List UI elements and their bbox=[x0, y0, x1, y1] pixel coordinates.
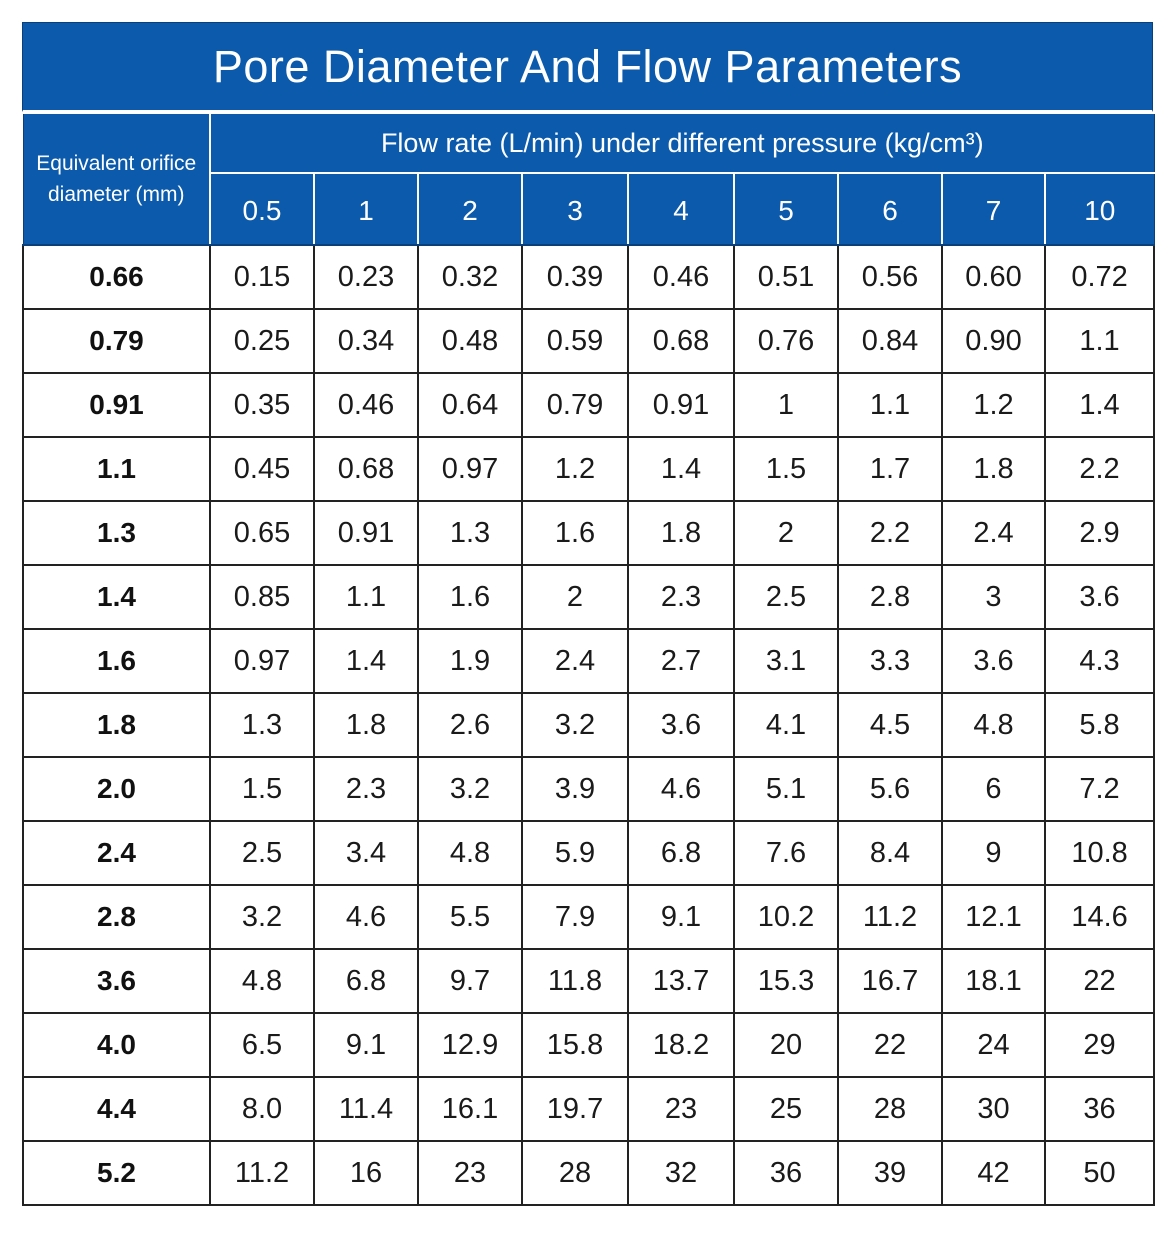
flow-rate-cell: 1.4 bbox=[314, 629, 418, 693]
flow-rate-cell: 0.34 bbox=[314, 309, 418, 373]
diameter-cell: 1.4 bbox=[23, 565, 210, 629]
flow-rate-cell: 0.56 bbox=[838, 245, 942, 309]
diameter-cell: 1.1 bbox=[23, 437, 210, 501]
pressure-header-cell: 5 bbox=[734, 173, 838, 245]
flow-rate-cell: 2.4 bbox=[522, 629, 628, 693]
flow-rate-cell: 1.5 bbox=[210, 757, 314, 821]
diameter-cell: 5.2 bbox=[23, 1141, 210, 1205]
flow-rate-cell: 0.59 bbox=[522, 309, 628, 373]
flow-rate-cell: 12.9 bbox=[418, 1013, 522, 1077]
flow-rate-cell: 4.8 bbox=[942, 693, 1045, 757]
flow-rate-cell: 16.7 bbox=[838, 949, 942, 1013]
diameter-cell: 4.0 bbox=[23, 1013, 210, 1077]
flow-rate-cell: 22 bbox=[838, 1013, 942, 1077]
flow-rate-cell: 2.8 bbox=[838, 565, 942, 629]
table-row bbox=[23, 757, 1154, 821]
flow-rate-cell: 2.7 bbox=[628, 629, 734, 693]
flow-rate-cell: 25 bbox=[734, 1077, 838, 1141]
flow-rate-cell: 28 bbox=[838, 1077, 942, 1141]
pressure-header-cell: 7 bbox=[942, 173, 1045, 245]
flow-rate-cell: 42 bbox=[942, 1141, 1045, 1205]
flow-rate-cell: 2.5 bbox=[210, 821, 314, 885]
table-row bbox=[23, 1077, 1154, 1141]
flow-rate-cell: 9.1 bbox=[314, 1013, 418, 1077]
flow-rate-cell: 10.2 bbox=[734, 885, 838, 949]
table-row bbox=[23, 501, 1154, 565]
flow-rate-cell: 0.64 bbox=[418, 373, 522, 437]
flow-rate-cell: 30 bbox=[942, 1077, 1045, 1141]
flow-rate-cell: 1.6 bbox=[418, 565, 522, 629]
table-row bbox=[23, 629, 1154, 693]
flow-rate-cell: 50 bbox=[1045, 1141, 1154, 1205]
flow-rate-cell: 1.8 bbox=[628, 501, 734, 565]
flow-rate-cell: 1.8 bbox=[942, 437, 1045, 501]
table-title: Pore Diameter And Flow Parameters bbox=[22, 22, 1153, 112]
flow-rate-cell: 3.6 bbox=[1045, 565, 1154, 629]
flow-rate-cell: 36 bbox=[734, 1141, 838, 1205]
table-row bbox=[23, 437, 1154, 501]
table-row bbox=[23, 821, 1154, 885]
flow-rate-cell: 6.8 bbox=[314, 949, 418, 1013]
flow-rate-cell: 3.1 bbox=[734, 629, 838, 693]
flow-rate-cell: 0.65 bbox=[210, 501, 314, 565]
flow-rate-cell: 3.2 bbox=[210, 885, 314, 949]
flow-rate-cell: 1.1 bbox=[314, 565, 418, 629]
flow-rate-cell: 5.1 bbox=[734, 757, 838, 821]
flow-rate-cell: 1.3 bbox=[418, 501, 522, 565]
flow-rate-cell: 0.84 bbox=[838, 309, 942, 373]
flow-rate-cell: 19.7 bbox=[522, 1077, 628, 1141]
flow-rate-cell: 6 bbox=[942, 757, 1045, 821]
flow-rate-cell: 1.4 bbox=[628, 437, 734, 501]
flow-rate-cell: 3.6 bbox=[628, 693, 734, 757]
flow-rate-cell: 0.32 bbox=[418, 245, 522, 309]
flow-rate-cell: 0.35 bbox=[210, 373, 314, 437]
flow-rate-cell: 14.6 bbox=[1045, 885, 1154, 949]
flow-rate-cell: 0.91 bbox=[314, 501, 418, 565]
flow-rate-cell: 2.2 bbox=[838, 501, 942, 565]
flow-rate-cell: 0.76 bbox=[734, 309, 838, 373]
pressure-header-cell: 1 bbox=[314, 173, 418, 245]
flow-rate-cell: 2.4 bbox=[942, 501, 1045, 565]
pressure-header-cell: 4 bbox=[628, 173, 734, 245]
flow-rate-cell: 4.1 bbox=[734, 693, 838, 757]
flow-rate-cell: 2 bbox=[734, 501, 838, 565]
flow-rate-cell: 3.2 bbox=[522, 693, 628, 757]
flow-rate-cell: 1.3 bbox=[210, 693, 314, 757]
flow-rate-cell: 1.8 bbox=[314, 693, 418, 757]
flow-rate-cell: 1 bbox=[734, 373, 838, 437]
diameter-column-header: Equivalent orifice diameter (mm) bbox=[23, 113, 210, 245]
flow-rate-cell: 1.1 bbox=[1045, 309, 1154, 373]
table-row bbox=[23, 949, 1154, 1013]
flow-rate-cell: 0.46 bbox=[628, 245, 734, 309]
flow-rate-cell: 2.9 bbox=[1045, 501, 1154, 565]
flow-rate-cell: 0.23 bbox=[314, 245, 418, 309]
flow-rate-cell: 5.9 bbox=[522, 821, 628, 885]
flow-rate-cell: 11.2 bbox=[210, 1141, 314, 1205]
flow-rate-cell: 0.68 bbox=[314, 437, 418, 501]
flow-rate-cell: 1.9 bbox=[418, 629, 522, 693]
flow-rate-cell: 7.6 bbox=[734, 821, 838, 885]
flow-rate-cell: 0.25 bbox=[210, 309, 314, 373]
table-row bbox=[23, 693, 1154, 757]
table-row bbox=[23, 309, 1154, 373]
pressure-header-cell: 6 bbox=[838, 173, 942, 245]
diameter-cell: 0.91 bbox=[23, 373, 210, 437]
flow-rate-cell: 5.6 bbox=[838, 757, 942, 821]
flow-rate-cell: 3.6 bbox=[942, 629, 1045, 693]
flow-rate-cell: 20 bbox=[734, 1013, 838, 1077]
diameter-cell: 1.6 bbox=[23, 629, 210, 693]
flow-rate-cell: 9.1 bbox=[628, 885, 734, 949]
flow-rate-cell: 0.68 bbox=[628, 309, 734, 373]
flow-rate-cell: 12.1 bbox=[942, 885, 1045, 949]
flow-rate-cell: 7.9 bbox=[522, 885, 628, 949]
flow-rate-cell: 9.7 bbox=[418, 949, 522, 1013]
flow-rate-cell: 1.6 bbox=[522, 501, 628, 565]
flow-rate-cell: 1.5 bbox=[734, 437, 838, 501]
flow-rate-header: Flow rate (L/min) under different pressure (kg/cm³) bbox=[210, 113, 1154, 173]
flow-rate-cell: 1.2 bbox=[942, 373, 1045, 437]
flow-rate-cell: 2 bbox=[522, 565, 628, 629]
flow-rate-cell: 0.46 bbox=[314, 373, 418, 437]
flow-rate-cell: 0.85 bbox=[210, 565, 314, 629]
flow-rate-cell: 23 bbox=[628, 1077, 734, 1141]
flow-rate-cell: 18.2 bbox=[628, 1013, 734, 1077]
pressure-header-cell: 0.5 bbox=[210, 173, 314, 245]
flow-rate-cell: 4.3 bbox=[1045, 629, 1154, 693]
flow-rate-cell: 16 bbox=[314, 1141, 418, 1205]
flow-rate-cell: 1.1 bbox=[838, 373, 942, 437]
flow-rate-cell: 3.3 bbox=[838, 629, 942, 693]
flow-rate-cell: 0.97 bbox=[418, 437, 522, 501]
table-row bbox=[23, 373, 1154, 437]
flow-rate-cell: 2.3 bbox=[314, 757, 418, 821]
diameter-cell: 1.8 bbox=[23, 693, 210, 757]
flow-rate-cell: 11.2 bbox=[838, 885, 942, 949]
diameter-cell: 0.79 bbox=[23, 309, 210, 373]
flow-rate-cell: 7.2 bbox=[1045, 757, 1154, 821]
flow-rate-cell: 39 bbox=[838, 1141, 942, 1205]
flow-rate-cell: 22 bbox=[1045, 949, 1154, 1013]
diameter-cell: 2.8 bbox=[23, 885, 210, 949]
flow-rate-cell: 0.91 bbox=[628, 373, 734, 437]
flow-rate-cell: 3 bbox=[942, 565, 1045, 629]
table-row bbox=[23, 245, 1154, 309]
flow-rate-cell: 3.4 bbox=[314, 821, 418, 885]
pressure-header-cell: 3 bbox=[522, 173, 628, 245]
flow-rate-cell: 15.8 bbox=[522, 1013, 628, 1077]
flow-rate-cell: 32 bbox=[628, 1141, 734, 1205]
flow-rate-cell: 2.6 bbox=[418, 693, 522, 757]
diameter-cell: 4.4 bbox=[23, 1077, 210, 1141]
flow-rate-cell: 0.90 bbox=[942, 309, 1045, 373]
flow-rate-cell: 5.8 bbox=[1045, 693, 1154, 757]
flow-rate-cell: 0.97 bbox=[210, 629, 314, 693]
flow-rate-cell: 2.3 bbox=[628, 565, 734, 629]
flow-rate-cell: 0.15 bbox=[210, 245, 314, 309]
flow-rate-cell: 4.5 bbox=[838, 693, 942, 757]
flow-rate-cell: 3.2 bbox=[418, 757, 522, 821]
flow-rate-cell: 4.6 bbox=[628, 757, 734, 821]
table-row bbox=[23, 1141, 1154, 1205]
diameter-cell: 1.3 bbox=[23, 501, 210, 565]
flow-parameters-table bbox=[22, 22, 1153, 1206]
flow-rate-cell: 0.79 bbox=[522, 373, 628, 437]
flow-rate-cell: 1.2 bbox=[522, 437, 628, 501]
flow-rate-cell: 1.4 bbox=[1045, 373, 1154, 437]
table-row bbox=[23, 885, 1154, 949]
flow-rate-cell: 1.7 bbox=[838, 437, 942, 501]
flow-rate-cell: 10.8 bbox=[1045, 821, 1154, 885]
flow-rate-cell: 16.1 bbox=[418, 1077, 522, 1141]
flow-rate-cell: 0.39 bbox=[522, 245, 628, 309]
flow-rate-cell: 15.3 bbox=[734, 949, 838, 1013]
flow-rate-cell: 0.48 bbox=[418, 309, 522, 373]
diameter-cell: 0.66 bbox=[23, 245, 210, 309]
flow-rate-cell: 5.5 bbox=[418, 885, 522, 949]
flow-rate-cell: 8.0 bbox=[210, 1077, 314, 1141]
flow-rate-cell: 8.4 bbox=[838, 821, 942, 885]
pressure-header-cell: 2 bbox=[418, 173, 522, 245]
flow-rate-cell: 0.60 bbox=[942, 245, 1045, 309]
flow-rate-cell: 13.7 bbox=[628, 949, 734, 1013]
flow-rate-cell: 4.8 bbox=[418, 821, 522, 885]
flow-rate-cell: 4.6 bbox=[314, 885, 418, 949]
flow-rate-cell: 18.1 bbox=[942, 949, 1045, 1013]
flow-rate-cell: 24 bbox=[942, 1013, 1045, 1077]
diameter-cell: 2.4 bbox=[23, 821, 210, 885]
flow-rate-cell: 11.8 bbox=[522, 949, 628, 1013]
flow-rate-cell: 0.45 bbox=[210, 437, 314, 501]
flow-rate-cell: 11.4 bbox=[314, 1077, 418, 1141]
pressure-header-cell: 10 bbox=[1045, 173, 1154, 245]
flow-rate-cell: 2.5 bbox=[734, 565, 838, 629]
diameter-cell: 3.6 bbox=[23, 949, 210, 1013]
flow-rate-cell: 0.72 bbox=[1045, 245, 1154, 309]
diameter-cell: 2.0 bbox=[23, 757, 210, 821]
table-row bbox=[23, 1013, 1154, 1077]
flow-rate-cell: 6.5 bbox=[210, 1013, 314, 1077]
flow-rate-cell: 28 bbox=[522, 1141, 628, 1205]
flow-rate-cell: 3.9 bbox=[522, 757, 628, 821]
flow-rate-cell: 9 bbox=[942, 821, 1045, 885]
flow-rate-cell: 36 bbox=[1045, 1077, 1154, 1141]
flow-rate-cell: 4.8 bbox=[210, 949, 314, 1013]
flow-rate-cell: 29 bbox=[1045, 1013, 1154, 1077]
flow-rate-cell: 0.51 bbox=[734, 245, 838, 309]
table-row bbox=[23, 565, 1154, 629]
data-table bbox=[22, 112, 1155, 1206]
flow-rate-cell: 23 bbox=[418, 1141, 522, 1205]
flow-rate-cell: 6.8 bbox=[628, 821, 734, 885]
flow-rate-cell: 2.2 bbox=[1045, 437, 1154, 501]
